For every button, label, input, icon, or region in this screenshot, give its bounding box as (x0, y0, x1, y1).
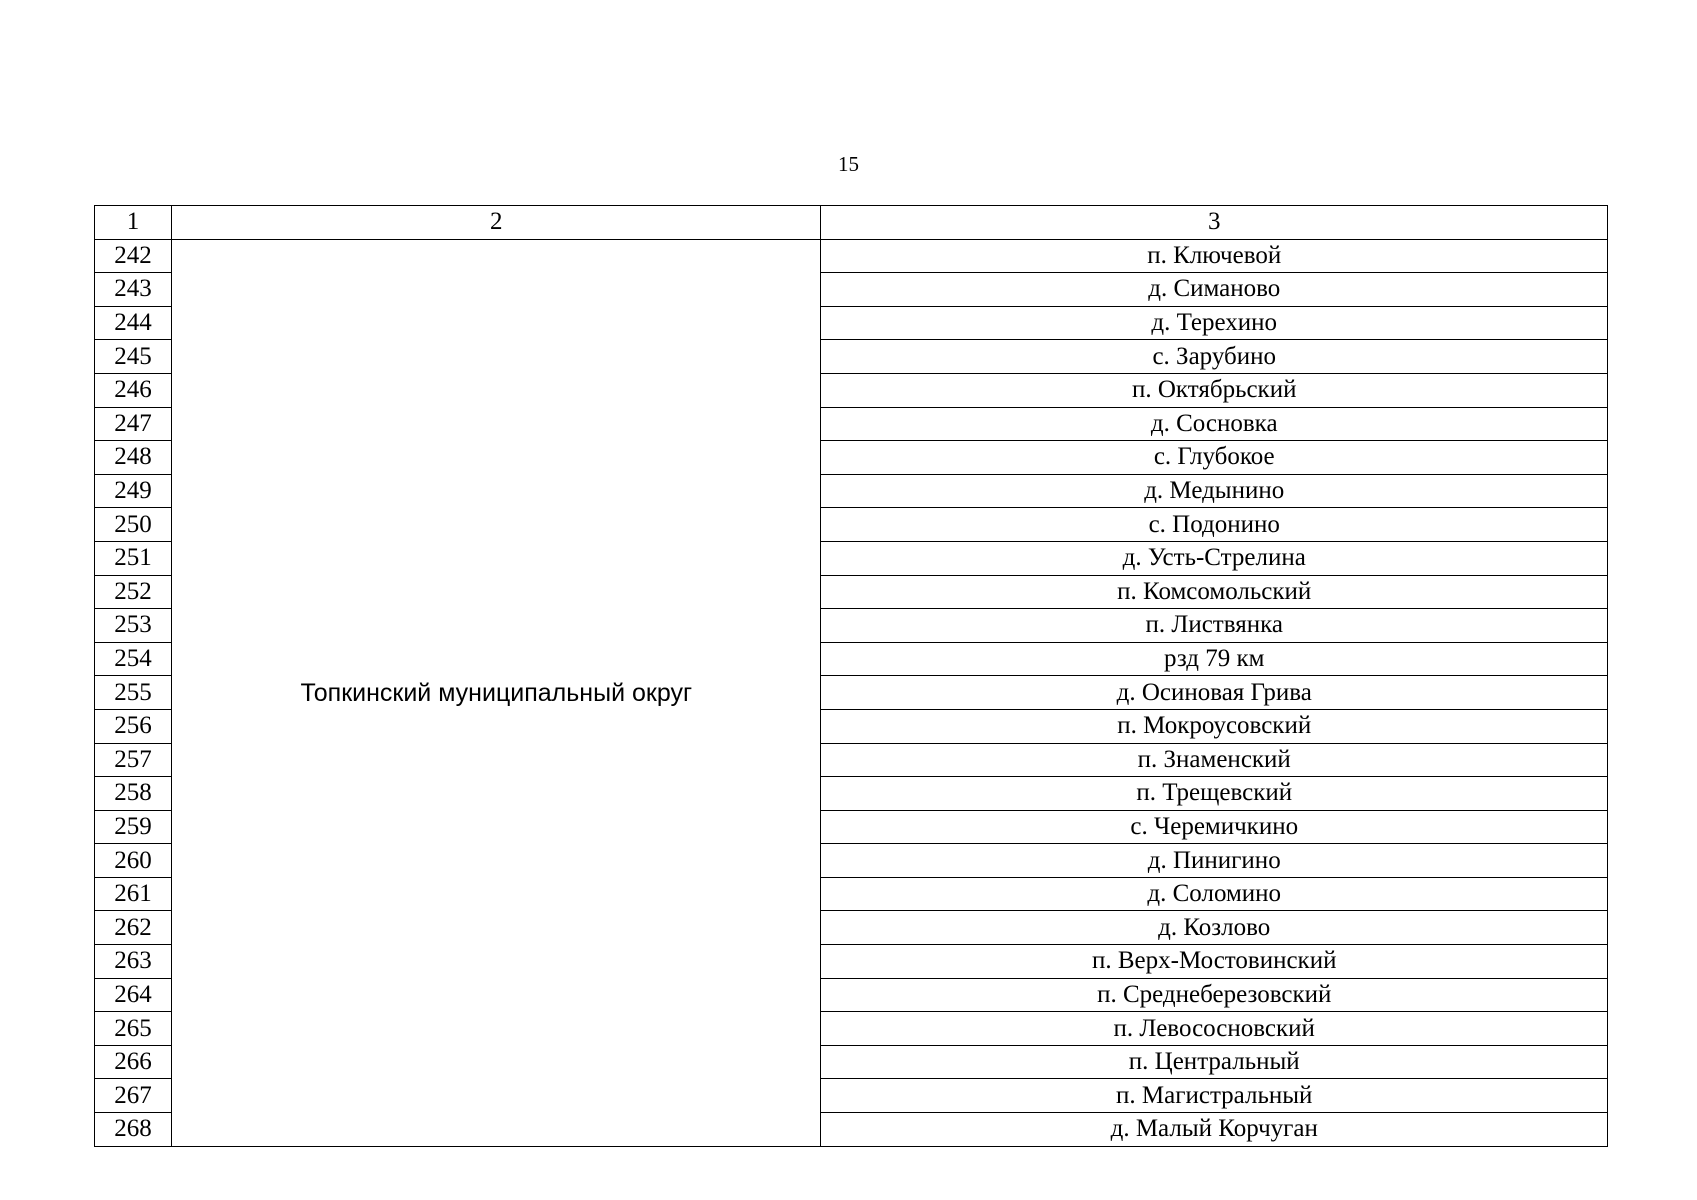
settlement-cell: п. Ключевой (821, 239, 1608, 273)
settlement-cell: п. Среднеберезовский (821, 978, 1608, 1012)
table-row (95, 239, 1608, 273)
settlement-cell: д. Козлово (821, 911, 1608, 945)
row-number-cell: 248 (95, 441, 172, 475)
settlement-cell: с. Глубокое (821, 441, 1608, 475)
page-number: 15 (838, 152, 859, 176)
row-number-cell: 257 (95, 743, 172, 777)
settlement-cell: п. Знаменский (821, 743, 1608, 777)
settlement-cell: д. Соломино (821, 877, 1608, 911)
table-body (95, 239, 1608, 1146)
row-number-cell: 245 (95, 340, 172, 374)
settlement-cell: д. Пинигино (821, 844, 1608, 878)
row-number-cell: 260 (95, 844, 172, 878)
row-number-cell: 262 (95, 911, 172, 945)
settlement-cell: с. Зарубино (821, 340, 1608, 374)
column-header-1: 1 (95, 206, 172, 240)
settlement-cell: д. Усть-Стрелина (821, 541, 1608, 575)
row-number-cell: 261 (95, 877, 172, 911)
column-header-2: 2 (172, 206, 821, 240)
row-number-cell: 242 (95, 239, 172, 273)
settlement-cell: д. Симаново (821, 273, 1608, 307)
settlement-cell: д. Медынино (821, 474, 1608, 508)
row-number-cell: 249 (95, 474, 172, 508)
settlement-cell: п. Октябрьский (821, 373, 1608, 407)
row-number-cell: 255 (95, 676, 172, 710)
settlement-cell: п. Центральный (821, 1045, 1608, 1079)
settlement-cell: д. Сосновка (821, 407, 1608, 441)
row-number-cell: 263 (95, 945, 172, 979)
settlement-cell: с. Черемичкино (821, 810, 1608, 844)
row-number-cell: 258 (95, 777, 172, 811)
settlement-cell: п. Листвянка (821, 609, 1608, 643)
row-number-cell: 244 (95, 306, 172, 340)
settlement-cell: с. Подонино (821, 508, 1608, 542)
row-number-cell: 246 (95, 373, 172, 407)
row-number-cell: 265 (95, 1012, 172, 1046)
row-number-cell: 268 (95, 1113, 172, 1147)
row-number-cell: 243 (95, 273, 172, 307)
row-number-cell: 267 (95, 1079, 172, 1113)
settlement-cell: п. Верх-Мостовинский (821, 945, 1608, 979)
district-cell: Топкинский муниципальный округ (172, 239, 821, 1146)
settlement-cell: п. Комсомольский (821, 575, 1608, 609)
row-number-cell: 252 (95, 575, 172, 609)
row-number-cell: 247 (95, 407, 172, 441)
row-number-cell: 259 (95, 810, 172, 844)
row-number-cell: 250 (95, 508, 172, 542)
row-number-cell: 264 (95, 978, 172, 1012)
settlement-cell: п. Мокроусовский (821, 709, 1608, 743)
settlement-cell: п. Трещевский (821, 777, 1608, 811)
settlement-cell: д. Осиновая Грива (821, 676, 1608, 710)
row-number-cell: 253 (95, 609, 172, 643)
row-number-cell: 256 (95, 709, 172, 743)
table-header-row (95, 206, 1608, 240)
row-number-cell: 251 (95, 541, 172, 575)
settlement-cell: рзд 79 км (821, 642, 1608, 676)
settlement-cell: д. Терехино (821, 306, 1608, 340)
column-header-3: 3 (821, 206, 1608, 240)
settlements-table (94, 205, 1608, 1147)
settlement-cell: д. Малый Корчуган (821, 1113, 1608, 1147)
row-number-cell: 266 (95, 1045, 172, 1079)
settlement-cell: п. Левососновский (821, 1012, 1608, 1046)
row-number-cell: 254 (95, 642, 172, 676)
settlement-cell: п. Магистральный (821, 1079, 1608, 1113)
